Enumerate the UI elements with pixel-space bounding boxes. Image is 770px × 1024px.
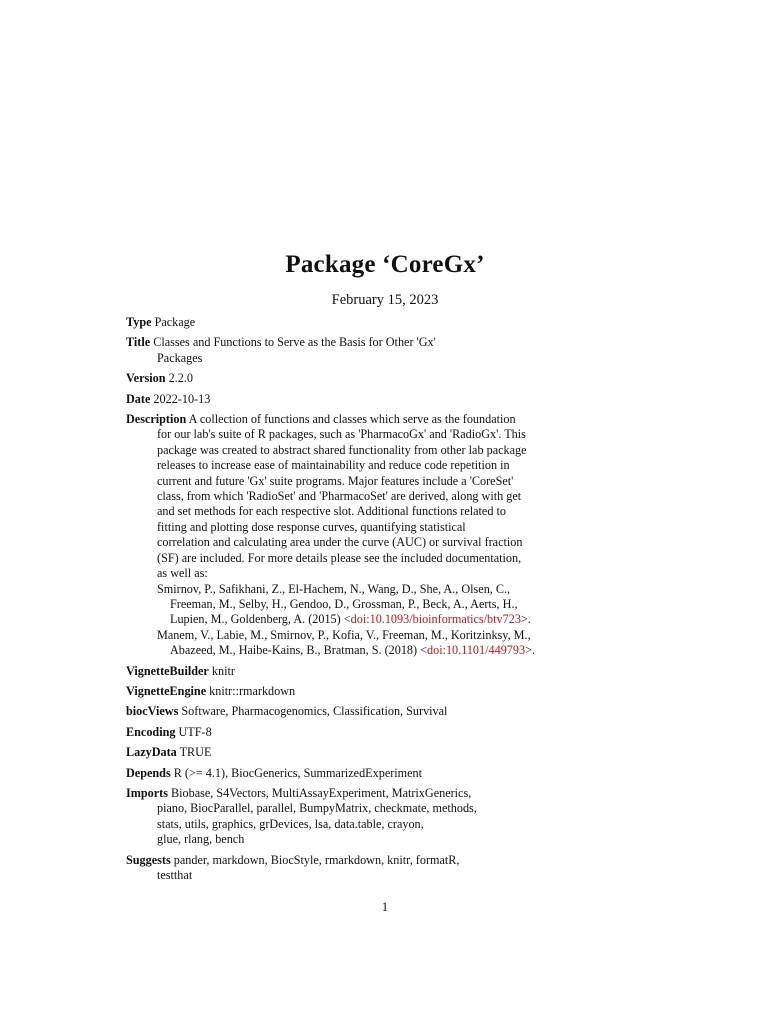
reference-line: [126, 612, 566, 627]
field-version: [126, 371, 566, 386]
reference-line: Freeman, M., Selby, H., Gendoo, D., Grossman, P., Beck, A., Aerts, H.,: [170, 596, 518, 611]
field-biocviews: [126, 704, 566, 719]
imports-line: piano, BiocParallel, parallel, BumpyMatrix, checkmate, methods,: [157, 801, 477, 816]
field-key: Imports: [126, 785, 168, 800]
field-imports: [126, 786, 566, 848]
field-value: Classes and Functions to Serve as the Basis for Other 'Gx': [153, 335, 436, 350]
field-value: UTF-8: [178, 724, 212, 739]
field-value: Biobase, S4Vectors, MultiAssayExperiment, MatrixGenerics,: [171, 785, 472, 800]
doi-link[interactable]: doi:10.1093/bioinformatics/btv723: [350, 612, 521, 627]
field-key: biocViews: [126, 704, 179, 719]
description-line: package was created to abstract shared functionality from other lab package: [157, 442, 527, 457]
field-vignette-engine: [126, 684, 566, 699]
package-date: February 15, 2023: [331, 292, 439, 308]
field-value: 2.2.0: [168, 371, 193, 386]
field-value: A collection of functions and classes which serve as the foundation: [188, 412, 516, 427]
field-description: [126, 412, 566, 659]
description-line: releases to increase ease of maintainability and reduce code repetition in: [157, 458, 510, 473]
suggests-line: testthat: [157, 868, 193, 882]
field-value: Package: [154, 315, 196, 329]
imports-line: stats, utils, graphics, grDevices, lsa, data.table, crayon,: [157, 816, 424, 831]
description-line: and set methods for each respective slot. Additional functions related to: [157, 504, 506, 519]
field-encoding: [126, 725, 566, 740]
field-value: Software, Pharmacogenomics, Classification, Survival: [181, 704, 448, 719]
field-value: knitr: [211, 663, 235, 678]
reference-2: [126, 628, 566, 643]
description-line: (SF) are included. For more details please see the included documentation,: [157, 550, 522, 565]
package-title: Package ‘CoreGx’: [285, 251, 485, 278]
field-type: [126, 315, 566, 330]
field-vignette-builder: [126, 664, 566, 679]
field-key: VignetteEngine: [126, 683, 207, 698]
field-value-cont: Packages: [157, 350, 203, 365]
reference-text: Abazeed, M., Haibe-Kains, B., Bratman, S. (2018) <: [170, 643, 427, 658]
reference-1: [126, 582, 566, 597]
field-key: Depends: [126, 765, 171, 780]
field-value: R (>= 4.1), BiocGenerics, SummarizedExperiment: [173, 765, 423, 780]
field-value: pander, markdown, BiocStyle, rmarkdown, knitr, formatR,: [173, 852, 460, 867]
field-title: [126, 335, 566, 366]
reference-line: Manem, V., Labie, M., Smirnov, P., Kofia, V., Freeman, M., Koritzinksy, M.,: [157, 627, 531, 642]
field-depends: [126, 766, 566, 781]
description-line: current and future 'Gx' suite programs. Major features include a 'CoreSet': [157, 473, 514, 488]
description-line: as well as:: [157, 566, 208, 581]
field-key: Suggests: [126, 852, 171, 867]
description-line: fitting and plotting dose response curves, quantifying statistical: [157, 519, 466, 534]
reference-line: Smirnov, P., Safikhani, Z., El-Hachem, N., Wang, D., She, A., Olsen, C.,: [157, 581, 511, 596]
field-value: TRUE: [179, 745, 212, 760]
field-lazydata: [126, 745, 566, 760]
field-key: VignetteBuilder: [126, 663, 209, 678]
reference-text: >.: [525, 643, 535, 658]
metadata-fields: [126, 315, 566, 888]
field-key: LazyData: [126, 745, 177, 760]
field-key: Type: [126, 315, 152, 329]
page-number: 1: [381, 900, 389, 914]
reference-text: >.: [520, 612, 531, 627]
field-suggests: [126, 853, 566, 884]
reference-line: [126, 643, 566, 658]
doi-link[interactable]: doi:10.1101/449793: [427, 643, 526, 658]
reference-text: Lupien, M., Goldenberg, A. (2015) <: [170, 612, 351, 627]
field-value: 2022-10-13: [153, 391, 211, 406]
field-value: knitr::rmarkdown: [209, 683, 296, 698]
field-key: Version: [126, 371, 166, 386]
field-key: Encoding: [126, 724, 176, 739]
field-key: Date: [126, 391, 151, 406]
description-line: for our lab's suite of R packages, such as 'PharmacoGx' and 'RadioGx'. This: [157, 427, 526, 442]
field-key: Description: [126, 412, 187, 427]
description-line: class, from which 'RadioSet' and 'PharmacoSet' are derived, along with get: [157, 489, 522, 504]
description-line: correlation and calculating area under the curve (AUC) or survival fraction: [157, 535, 523, 550]
field-key: Title: [126, 335, 151, 350]
imports-line: glue, rlang, bench: [157, 832, 245, 847]
field-date: [126, 392, 566, 407]
